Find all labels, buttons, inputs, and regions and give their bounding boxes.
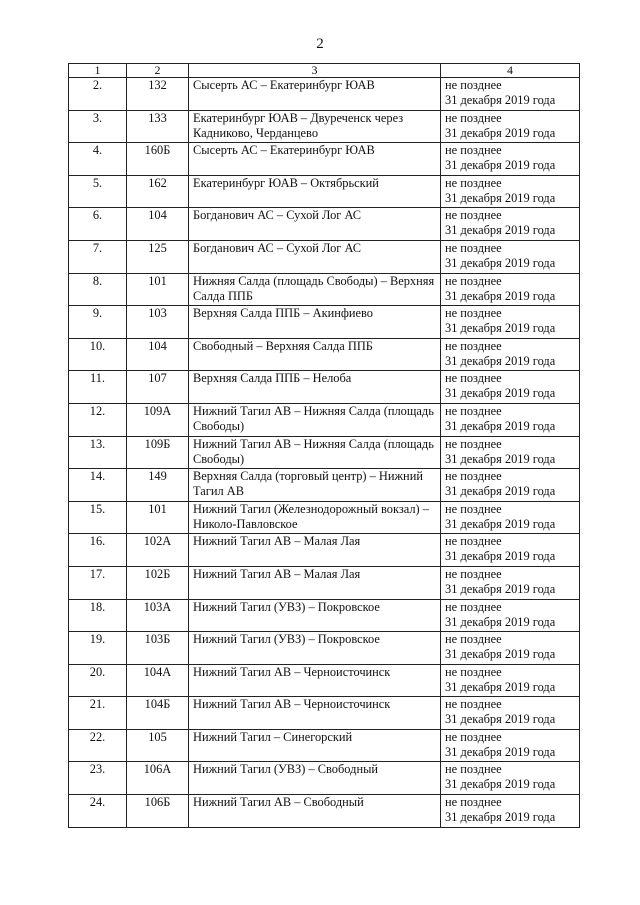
deadline-line-1: не позднее [445, 762, 502, 777]
deadline-cell [441, 338, 580, 371]
deadline-cell [441, 436, 580, 469]
deadline-cell [441, 78, 580, 111]
deadline-line-2: 31 декабря 2019 года [445, 744, 556, 759]
route-number: 104А [127, 664, 189, 697]
row-number: 14. [69, 469, 127, 502]
deadline-cell [441, 469, 580, 502]
deadline-line-1: не позднее [445, 664, 502, 679]
deadline-line-1: не позднее [445, 436, 502, 451]
deadline-line-1: не позднее [445, 175, 502, 190]
table-row [69, 436, 580, 469]
row-number: 5. [69, 175, 127, 208]
deadline-line-2: 31 декабря 2019 года [445, 647, 556, 662]
table-row [69, 371, 580, 404]
deadline-line-1: не позднее [445, 697, 502, 712]
route-number: 132 [127, 78, 189, 111]
route-number: 109А [127, 403, 189, 436]
row-number: 16. [69, 534, 127, 567]
table-row [69, 632, 580, 665]
deadline-line-2: 31 декабря 2019 года [445, 614, 556, 629]
route-number: 133 [127, 110, 189, 143]
table-row [69, 403, 580, 436]
route-name: Верхняя Салда ППБ – Нелоба [189, 371, 441, 404]
deadline-line-2: 31 декабря 2019 года [445, 125, 556, 140]
deadline-line-2: 31 декабря 2019 года [445, 777, 556, 792]
table-row [69, 240, 580, 273]
route-number: 106А [127, 762, 189, 795]
deadline-line-2: 31 декабря 2019 года [445, 679, 556, 694]
deadline-line-2: 31 декабря 2019 года [445, 549, 556, 564]
row-number: 2. [69, 78, 127, 111]
deadline-cell [441, 697, 580, 730]
table-row [69, 697, 580, 730]
deadline-cell [441, 501, 580, 534]
route-name: Екатеринбург ЮАВ – Двуреченск через Кадниково, Черданцево [189, 110, 441, 143]
deadline-line-2: 31 декабря 2019 года [445, 158, 556, 173]
row-number: 10. [69, 338, 127, 371]
page-number: 2 [316, 36, 324, 52]
deadline-line-1: не позднее [445, 208, 502, 223]
deadline-cell [441, 273, 580, 306]
header-row [69, 64, 580, 78]
header-col-4: 4 [441, 64, 580, 78]
deadline-cell [441, 110, 580, 143]
row-number: 13. [69, 436, 127, 469]
route-number: 103А [127, 599, 189, 632]
row-number: 8. [69, 273, 127, 306]
row-number: 20. [69, 664, 127, 697]
deadline-line-1: не позднее [445, 338, 502, 353]
deadline-line-2: 31 декабря 2019 года [445, 581, 556, 596]
deadline-cell [441, 240, 580, 273]
header-col-3: 3 [189, 64, 441, 78]
deadline-line-2: 31 декабря 2019 года [445, 93, 556, 107]
route-name: Сысерть АС – Екатеринбург ЮАВ [189, 143, 441, 176]
deadline-cell [441, 599, 580, 632]
route-number: 103Б [127, 632, 189, 665]
deadline-line-2: 31 декабря 2019 года [445, 223, 556, 238]
route-name: Нижний Тагил АВ – Нижняя Салда (площадь Свободы) [189, 436, 441, 469]
route-number: 149 [127, 469, 189, 502]
route-number: 101 [127, 273, 189, 306]
route-name: Нижний Тагил АВ – Черноисточинск [189, 664, 441, 697]
route-number: 160Б [127, 143, 189, 176]
table-row [69, 208, 580, 241]
deadline-line-1: не позднее [445, 240, 502, 255]
routes-table [68, 63, 580, 828]
route-number: 107 [127, 371, 189, 404]
deadline-line-2: 31 декабря 2019 года [445, 321, 556, 336]
route-name: Нижний Тагил – Синегорский [189, 729, 441, 762]
deadline-cell [441, 566, 580, 599]
row-number: 19. [69, 632, 127, 665]
row-number: 18. [69, 599, 127, 632]
route-number: 125 [127, 240, 189, 273]
row-number: 11. [69, 371, 127, 404]
deadline-line-1: не позднее [445, 469, 502, 484]
deadline-line-2: 31 декабря 2019 года [445, 418, 556, 433]
row-number: 12. [69, 403, 127, 436]
deadline-line-2: 31 декабря 2019 года [445, 288, 556, 303]
route-name: Богданович АС – Сухой Лог АС [189, 208, 441, 241]
row-number: 6. [69, 208, 127, 241]
table-row [69, 78, 580, 111]
table-body [69, 78, 580, 828]
deadline-line-1: не позднее [445, 729, 502, 744]
deadline-cell [441, 632, 580, 665]
deadline-line-2: 31 декабря 2019 года [445, 451, 556, 466]
route-name: Нижний Тагил АВ – Черноисточинск [189, 697, 441, 730]
table-row [69, 664, 580, 697]
table-header [69, 64, 580, 78]
row-number: 21. [69, 697, 127, 730]
table-row [69, 729, 580, 762]
deadline-line-2: 31 декабря 2019 года [445, 810, 556, 825]
deadline-cell [441, 664, 580, 697]
row-number: 9. [69, 306, 127, 339]
table-row [69, 762, 580, 795]
table-row [69, 143, 580, 176]
table-row [69, 566, 580, 599]
table-row [69, 795, 580, 828]
deadline-cell [441, 403, 580, 436]
deadline-line-2: 31 декабря 2019 года [445, 190, 556, 205]
route-name: Нижний Тагил (УВЗ) – Свободный [189, 762, 441, 795]
row-number: 17. [69, 566, 127, 599]
table-row [69, 306, 580, 339]
deadline-cell [441, 762, 580, 795]
table-row [69, 469, 580, 502]
deadline-line-1: не позднее [445, 566, 502, 581]
deadline-cell [441, 143, 580, 176]
route-name: Нижний Тагил АВ – Малая Лая [189, 534, 441, 567]
route-name: Свободный – Верхняя Салда ППБ [189, 338, 441, 371]
route-number: 162 [127, 175, 189, 208]
route-name: Нижний Тагил (УВЗ) – Покровское [189, 599, 441, 632]
route-number: 101 [127, 501, 189, 534]
table-row [69, 534, 580, 567]
deadline-cell [441, 729, 580, 762]
route-number: 104 [127, 208, 189, 241]
header-col-2: 2 [127, 64, 189, 78]
deadline-cell [441, 175, 580, 208]
route-number: 102А [127, 534, 189, 567]
deadline-line-1: не позднее [445, 371, 502, 386]
deadline-line-1: не позднее [445, 78, 502, 92]
row-number: 22. [69, 729, 127, 762]
deadline-line-1: не позднее [445, 143, 502, 158]
deadline-cell [441, 306, 580, 339]
route-number: 106Б [127, 795, 189, 828]
deadline-line-2: 31 декабря 2019 года [445, 386, 556, 401]
deadline-line-2: 31 декабря 2019 года [445, 712, 556, 727]
deadline-line-1: не позднее [445, 632, 502, 647]
deadline-line-1: не позднее [445, 110, 502, 125]
route-name: Нижний Тагил АВ – Малая Лая [189, 566, 441, 599]
row-number: 23. [69, 762, 127, 795]
route-name: Нижний Тагил АВ – Нижняя Салда (площадь Свободы) [189, 403, 441, 436]
deadline-line-1: не позднее [445, 273, 502, 288]
header-col-1: 1 [69, 64, 127, 78]
route-number: 102Б [127, 566, 189, 599]
route-name: Нижний Тагил АВ – Свободный [189, 795, 441, 828]
deadline-line-2: 31 декабря 2019 года [445, 255, 556, 270]
route-name: Сысерть АС – Екатеринбург ЮАВ [189, 78, 441, 111]
table-row [69, 501, 580, 534]
deadline-line-1: не позднее [445, 306, 502, 321]
deadline-line-2: 31 декабря 2019 года [445, 516, 556, 531]
route-number: 103 [127, 306, 189, 339]
route-number: 105 [127, 729, 189, 762]
row-number: 3. [69, 110, 127, 143]
deadline-line-1: не позднее [445, 403, 502, 418]
deadline-line-1: не позднее [445, 599, 502, 614]
table-row [69, 110, 580, 143]
route-name: Верхняя Салда (торговый центр) – Нижний Тагил АВ [189, 469, 441, 502]
deadline-line-1: не позднее [445, 534, 502, 549]
table-row [69, 175, 580, 208]
deadline-line-1: не позднее [445, 795, 502, 810]
row-number: 24. [69, 795, 127, 828]
deadline-line-2: 31 декабря 2019 года [445, 484, 556, 499]
deadline-cell [441, 371, 580, 404]
route-number: 104Б [127, 697, 189, 730]
route-name: Нижняя Салда (площадь Свободы) – Верхняя Салда ППБ [189, 273, 441, 306]
row-number: 7. [69, 240, 127, 273]
table-row [69, 599, 580, 632]
route-number: 109Б [127, 436, 189, 469]
row-number: 4. [69, 143, 127, 176]
route-number: 104 [127, 338, 189, 371]
deadline-cell [441, 534, 580, 567]
table-row [69, 338, 580, 371]
route-name: Нижний Тагил (УВЗ) – Покровское [189, 632, 441, 665]
deadline-cell [441, 795, 580, 828]
route-name: Богданович АС – Сухой Лог АС [189, 240, 441, 273]
table-row [69, 273, 580, 306]
deadline-cell [441, 208, 580, 241]
route-name: Нижний Тагил (Железнодорожный вокзал) – Николо-Павловское [189, 501, 441, 534]
route-name: Верхняя Салда ППБ – Акинфиево [189, 306, 441, 339]
deadline-line-1: не позднее [445, 501, 502, 516]
row-number: 15. [69, 501, 127, 534]
deadline-line-2: 31 декабря 2019 года [445, 353, 556, 368]
route-name: Екатеринбург ЮАВ – Октябрьский [189, 175, 441, 208]
